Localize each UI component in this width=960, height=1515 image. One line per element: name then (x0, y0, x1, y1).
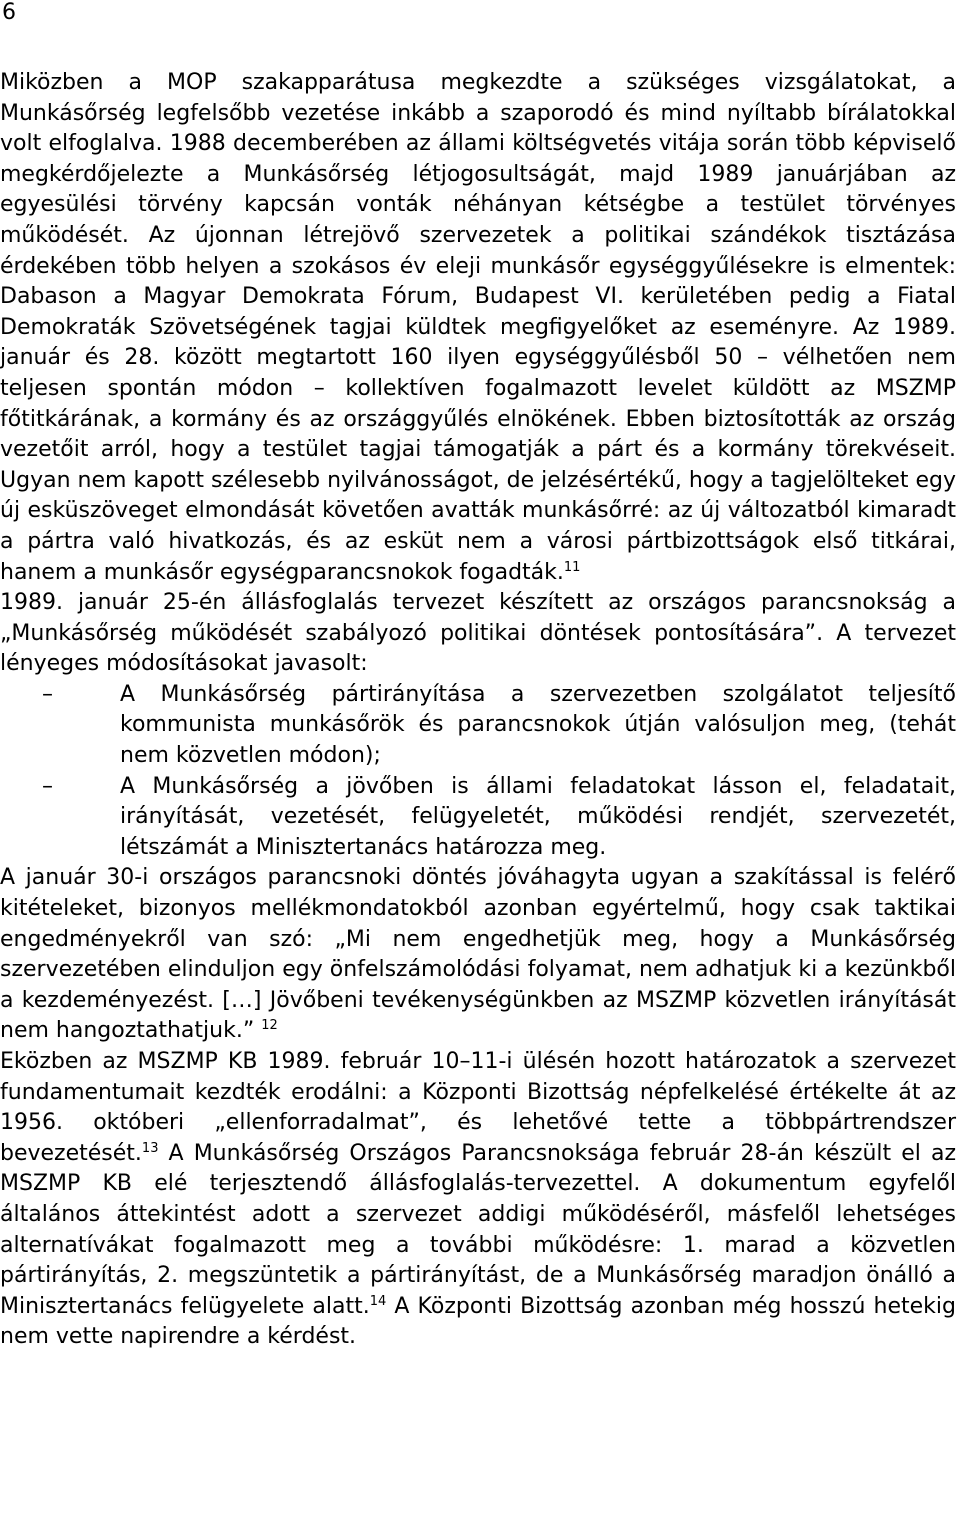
footnote-ref-11: 11 (563, 559, 581, 575)
paragraph-text: A Munkásőrség Országos Parancsnoksága február 28-án készült el az MSZMP KB elé terjesztendő állásfoglalás-tervezettel. A dokumentum egyfelől általános áttekintést adott a szervezet addigi működéséről, másfelől lehetséges alternatívákat fogalmazott meg a további működésre: 1. marad a közvetlen pártirányítás, 2. megszüntetik a pártirányítást, de a Munkásőrség maradjon önálló a Minisztertanács felügyelete alatt. (0, 1140, 956, 1319)
footnote-ref-12: 12 (261, 1018, 278, 1034)
footnote-ref-13: 13 (141, 1140, 159, 1156)
paragraph-text: Eközben az MSZMP KB 1989. február 10–11-i ülésén hozott határozatok a szervezet fundamentumait kezdték erodálni: a Központi Bizottság népfelkelésé értékelte át az 1956. októberi „ellenforradalmat”, és lehetővé tette a többpártrendszer bevezetését. (0, 1049, 956, 1166)
page-number: 6 (2, 0, 16, 25)
dash-list (0, 680, 956, 864)
dash-bullet: – (42, 773, 53, 799)
document-body (0, 68, 956, 1353)
footnote-ref-14: 14 (369, 1293, 387, 1309)
list-item (0, 680, 956, 772)
paragraph-text: A Központi Bizottság azonban még hosszú hetekig nem vette napirendre a kérdést. (0, 1293, 956, 1350)
paragraph (0, 1047, 956, 1353)
paragraph (0, 863, 956, 1047)
paragraph (0, 68, 956, 588)
list-item-text: A Munkásőrség pártirányítása a szervezetben szolgálatot teljesítő kommunista munkásőrök és parancsnokok útján valósuljon meg, (tehát nem közvetlen módon); (120, 681, 956, 769)
list-item-text: A Munkásőrség a jövőben is állami feladatokat lásson el, feladatait, irányítását, vezetését, felügyeletét, működési rendjét, szervezetét, létszámát a Minisztertanács határozza meg. (120, 773, 956, 860)
paragraph-text: 1989. január 25-én állásfoglalás tervezet készített az országos parancsnokság a „Munkásőrség működését szabályozó politikai döntések pontosítására”. A tervezet lényeges módosításokat javasolt: (0, 590, 956, 677)
paragraph-text: Miközben a MOP szakapparátusa megkezdte a szükséges vizsgálatokat, a Munkásőrség legfelsőbb vezetése inkább a szaporodó és mind nyíltabb bírálatokkal volt elfoglalva. 1988 decemberében az állami költségvetés vitája során több képviselő megkérdőjelezte a Munkásőrség létjogosultságát, majd 1989 januárjában az egyesülési törvény kapcsán vonták néhányan kétségbe a testület törvényes működését. Az újonnan létrejövő szervezetek a politikai szándékok tisztázása érdekében több helyen a szokásos év eleji munkásőr egységgyűlésekre is elmentek: Dabason a Magyar Demokrata Fórum, Budapest VI. kerületében pedig a Fiatal Demokraták Szövetségének tagjai küldtek megfigyelőket az eseményre. Az 1989. január és 28. között megtartott 160 ilyen egységgyűlésből 50 – vélhetően nem teljesen spontán módon – kollektíven fogalmazott levelet küldött az MSZMP főtitkárának, a kormány és az országgyűlés elnökének. Ebben biztosították az ország vezetőit arról, hogy a testület tagjai támogatják a párt és a kormány törekvéseit. Ugyan nem kapott szélesebb nyilvánosságot, de jelzésértékű, hogy a tagjelölteket egy új esküszöveget elmondását követően avatták munkásőrré: az új változatból kimaradt a pártra való hivatkozás, és az esküt nem a városi pártbizottságok első titkárai, hanem a munkásőr egységparancsnokok fogadták. (0, 70, 956, 585)
paragraph-text: A január 30-i országos parancsnoki döntés jóváhagyta ugyan a szakítással is felérő kitételeket, bizonyos mellékmondatokból azonban egyértelmű, hogy csak taktikai engedményekről van szó: „Mi nem engedhetjük meg, hogy a Munkásőrség szervezetében elinduljon egy önfelszámolódási folyamat, nem adhatjuk ki a kezünkből a kezdeményezést. […] Jövőbeni tevékenységünkben az MSZMP közvetlen irányítását nem hangoztathatjuk.” (0, 865, 956, 1044)
paragraph (0, 588, 956, 680)
dash-bullet: – (42, 681, 53, 707)
list-item (0, 772, 956, 864)
